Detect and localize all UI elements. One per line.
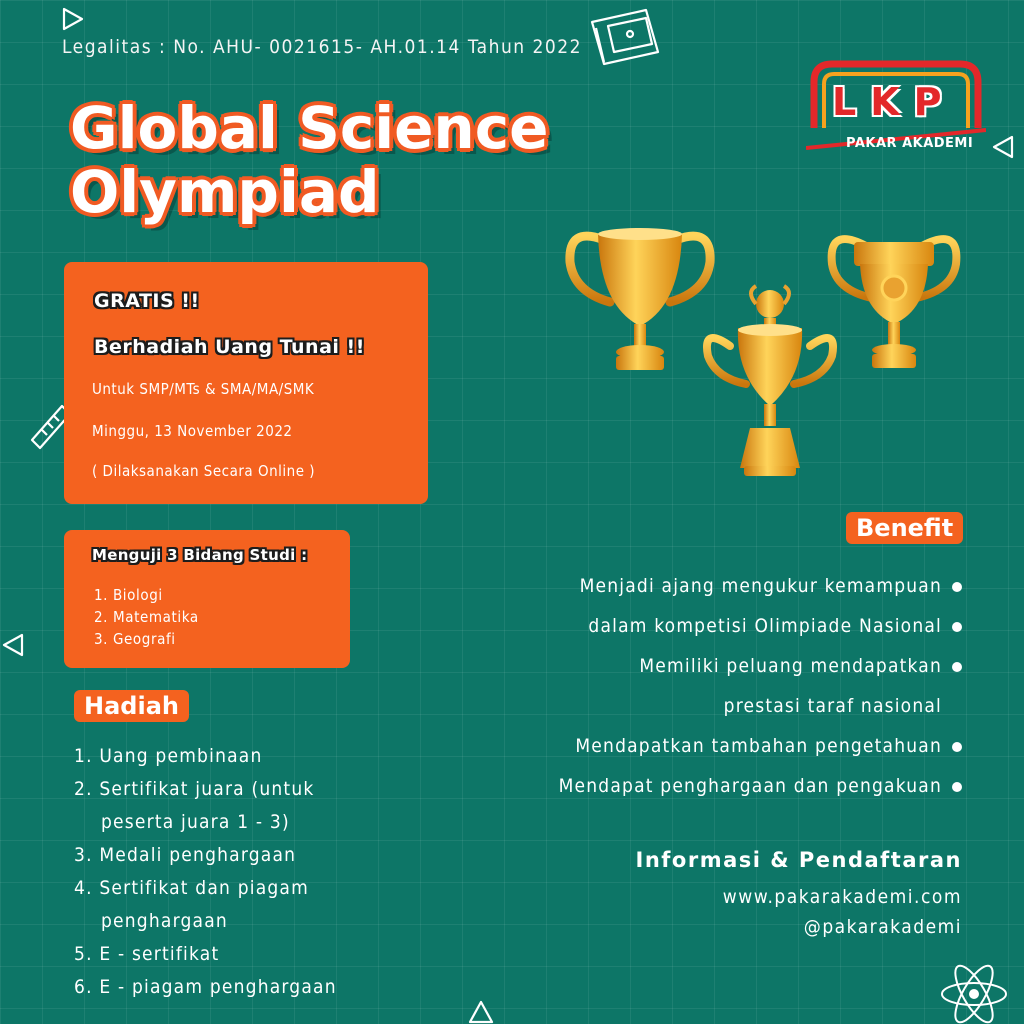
- subjects-heading: Menguji 3 Bidang Studi :: [92, 546, 308, 564]
- logo-subtitle: PAKAR AKADEMI: [846, 136, 974, 151]
- list-item: 5. E - sertifikat: [74, 943, 220, 965]
- cash-prize-banner: Berhadiah Uang Tunai !!: [94, 336, 365, 358]
- list-item: peserta juara 1 - 3): [101, 811, 290, 833]
- book-doodle-icon: [586, 4, 666, 68]
- legal-registration: Legalitas : No. AHU- 0021615- AH.01.14 Tahun 2022: [62, 36, 583, 58]
- event-date: Minggu, 13 November 2022: [92, 422, 293, 440]
- subjects-list: [94, 584, 199, 650]
- benefit-text: Memiliki peluang mendapatkan: [639, 655, 942, 677]
- logo-letters: LKP: [832, 80, 956, 124]
- trophy-right-icon: [832, 239, 957, 368]
- benefit-text: prestasi taraf nasional: [723, 695, 942, 717]
- target-participants: Untuk SMP/MTs & SMA/MA/SMK: [92, 380, 315, 398]
- list-item: 4. Sertifikat dan piagam: [74, 877, 309, 899]
- list-item: 6. E - piagam penghargaan: [74, 976, 337, 998]
- prize-list: [74, 740, 337, 1004]
- benefit-label: Benefit: [846, 512, 963, 544]
- list-item: 2. Sertifikat juara (untuk: [74, 778, 315, 800]
- page-title: [70, 96, 548, 224]
- benefit-text: Mendapatkan tambahan pengetahuan: [575, 735, 942, 757]
- benefit-text: dalam kompetisi Olimpiade Nasional: [588, 615, 942, 637]
- registration-title: Informasi & Pendaftaran: [635, 848, 962, 872]
- title-line-2: Olympiad: [70, 158, 380, 226]
- list-item: 3. Geografi: [94, 630, 176, 648]
- event-mode: ( Dilaksanakan Secara Online ): [92, 462, 316, 480]
- list-item: penghargaan: [101, 910, 228, 932]
- trophies-illustration: [560, 206, 980, 486]
- subjects-box: [64, 530, 350, 668]
- triangle-doodle-icon: [0, 632, 26, 658]
- instagram-handle[interactable]: @pakarakademi: [803, 916, 962, 938]
- list-item: [559, 606, 962, 646]
- list-item: [559, 726, 962, 766]
- list-item: [559, 766, 962, 806]
- benefit-text: Menjadi ajang mengukur kemampuan: [579, 575, 942, 597]
- bullet-icon: [952, 662, 962, 672]
- atom-doodle-icon: [934, 960, 1014, 1024]
- bullet-icon: [952, 622, 962, 632]
- benefit-list: [559, 566, 962, 806]
- event-info-box: [64, 262, 428, 504]
- title-line-1: Global Science: [70, 94, 549, 162]
- trophy-left-icon: [570, 228, 710, 370]
- bullet-icon: [952, 582, 962, 592]
- triangle-doodle-icon: [468, 998, 494, 1024]
- benefit-text: Mendapat penghargaan dan pengakuan: [558, 775, 942, 797]
- list-item: 3. Medali penghargaan: [74, 844, 297, 866]
- bullet-icon: [952, 742, 962, 752]
- list-item: 1. Biologi: [94, 586, 163, 604]
- free-banner: GRATIS !!: [94, 290, 200, 312]
- website-link[interactable]: www.pakarakademi.com: [722, 886, 962, 908]
- triangle-doodle-icon: [990, 134, 1016, 160]
- bullet-icon: [952, 782, 962, 792]
- list-item: 1. Uang pembinaan: [74, 745, 263, 767]
- list-item: [559, 646, 962, 686]
- list-item: [559, 566, 962, 606]
- triangle-doodle-icon: [60, 6, 86, 32]
- lkp-logo: [806, 58, 986, 158]
- list-item: 2. Matematika: [94, 608, 199, 626]
- list-item: [559, 686, 962, 726]
- trophy-middle-icon: [707, 286, 833, 476]
- hadiah-label: Hadiah: [74, 690, 189, 722]
